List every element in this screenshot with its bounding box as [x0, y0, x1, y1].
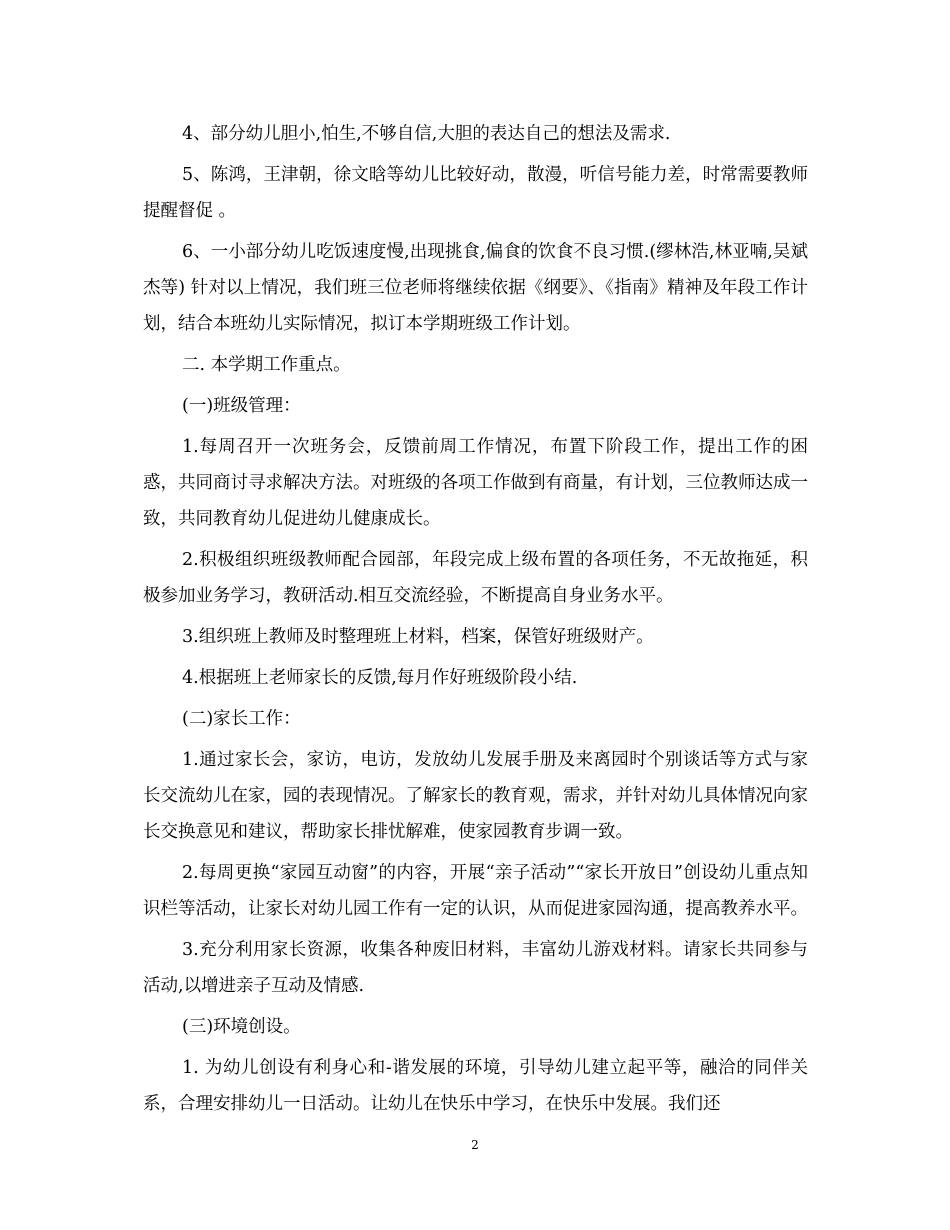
document-body — [143, 116, 808, 1127]
paragraph-monthly-summary: 4.根据班上老师家长的反馈,每月作好班级阶段小结. — [182, 668, 578, 688]
paragraph-active-children: 5、陈鸿，王津朝，徐文晗等幼儿比较好动，散漫，听信号能力差，时常需要教师提醒督促 。 — [143, 165, 808, 221]
heading-environment: (三)环境创设。 — [182, 1017, 301, 1037]
paragraph-organize-teachers: 2.积极组织班级教师配合园部，年段完成上级布置的各项任务，不无故拖延，积极参加业务学习，教研活动.相互交流经验，不断提高自身业务水平。 — [143, 550, 808, 606]
paragraph-shy-children: 4、部分幼儿胆小,怕生,不够自信,大胆的表达自己的想法及需求. — [182, 124, 671, 144]
paragraph-parent-meetings: 1.通过家长会，家访，电访，发放幼儿发展手册及来离园时个别谈话等方式与家长交流幼儿在家，园的表现情况。了解家长的教育观，需求，并针对幼儿具体情况向家长交换意见和建议，帮助家长排忧解难，使家园教育步调一致。 — [143, 750, 808, 842]
heading-class-management: (一)班级管理： — [182, 396, 301, 416]
paragraph-weekly-meeting: 1.每周召开一次班务会，反馈前周工作情况，布置下阶段工作，提出工作的困惑，共同商讨寻求解决方法。对班级的各项工作做到有商量，有计划，三位教师达成一致，共同教育幼儿促进幼儿健康成长。 — [143, 437, 808, 529]
paragraph-environment-creation: 1. 为幼儿创设有利身心和-谐发展的环境，引导幼儿建立起平等，融洽的同伴关系，合理安排幼儿一日活动。让幼儿在快乐中学习，在快乐中发展。我们还 — [143, 1058, 808, 1114]
paragraph-materials-archive: 3.组织班上教师及时整理班上材料，档案，保管好班级财产。 — [182, 627, 654, 647]
heading-parent-work: (二)家长工作： — [182, 709, 301, 729]
paragraph-eating-habits: 6、一小部分幼儿吃饭速度慢,出现挑食,偏食的饮食不良习惯.(缪林浩,林亚喃,吴斌杰等) 针对以上情况，我们班三位老师将继续依据《纲要》、《指南》精神及年段工作计划，结合本班幼儿实际情况，拟订本学期班级工作计划。 — [143, 242, 808, 334]
page-number: 2 — [471, 1138, 479, 1152]
paragraph-home-window: 2.每周更换“家园互动窗”的内容，开展“亲子活动”“家长开放日”创设幼儿重点知识栏等活动，让家长对幼儿园工作有一定的认识，从而促进家园沟通，提高教养水平。 — [143, 863, 808, 919]
paragraph-parent-resources: 3.充分利用家长资源，收集各种废旧材料，丰富幼儿游戏材料。请家长共同参与活动,以增进亲子互动及情感. — [143, 940, 808, 996]
heading-semester-focus: 二. 本学期工作重点。 — [182, 355, 351, 375]
